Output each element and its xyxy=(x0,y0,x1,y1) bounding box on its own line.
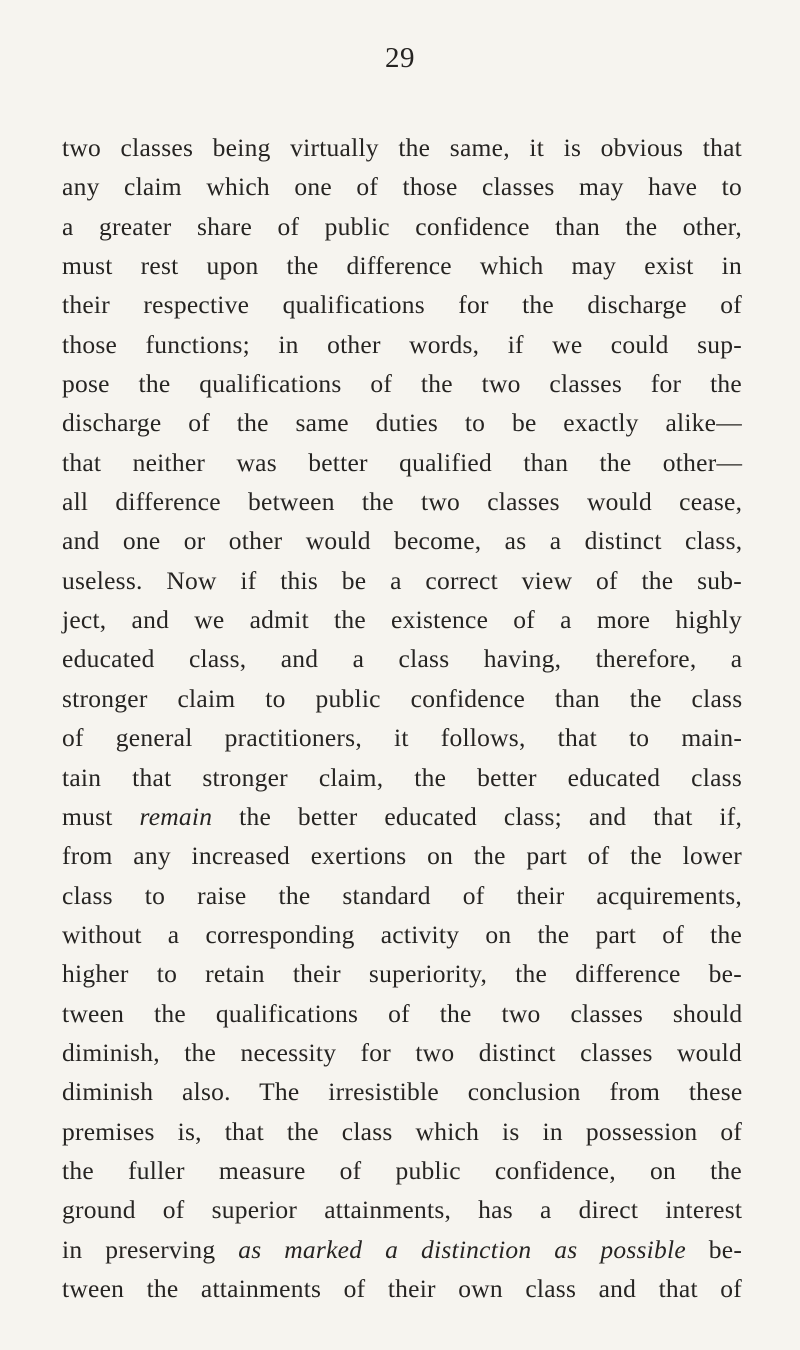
text-segment: discharge of the same duties to be exactly alike— xyxy=(62,408,742,438)
text-segment: stronger claim to public confidence than the class xyxy=(62,683,743,713)
text-segment: two classes being virtually the same, it is obvious that xyxy=(62,133,742,162)
text-line xyxy=(62,1112,742,1151)
text-line xyxy=(62,246,742,285)
text-line xyxy=(62,1033,742,1072)
text-segment: premises is, that the class which is in possession of xyxy=(62,1116,743,1146)
text-line xyxy=(62,718,742,757)
text-line xyxy=(62,1230,742,1269)
text-segment: diminish also. The irresistible conclusion from these xyxy=(62,1077,743,1107)
body-text xyxy=(62,128,742,1308)
text-line xyxy=(62,207,742,246)
text-segment: be- xyxy=(685,1234,743,1264)
text-line xyxy=(62,521,742,560)
text-segment: those functions; in other words, if we could sup- xyxy=(62,329,742,359)
text-segment: educated class, and a class having, therefore, a xyxy=(62,644,743,674)
text-segment: must rest upon the difference which may exist in xyxy=(62,251,742,281)
text-line xyxy=(62,915,742,954)
text-segment: of general practitioners, it follows, that to main- xyxy=(62,723,743,753)
text-segment: the fuller measure of public confidence, on the xyxy=(62,1155,742,1185)
text-segment: class to raise the standard of their acquirements, xyxy=(62,880,742,910)
italic-text: as marked a distinction as possible xyxy=(238,1234,686,1264)
text-line xyxy=(62,1151,742,1190)
text-line xyxy=(62,443,742,482)
text-line xyxy=(62,561,742,600)
text-segment: any claim which one of those classes may have to xyxy=(62,172,742,202)
text-line xyxy=(62,836,742,875)
text-line xyxy=(62,285,742,324)
text-segment: pose the qualifications of the two classes for the xyxy=(62,369,742,399)
text-line xyxy=(62,994,742,1033)
text-segment: their respective qualifications for the discharge of xyxy=(62,290,742,320)
page-number: 29 xyxy=(385,42,415,74)
text-line xyxy=(62,679,742,718)
text-segment: tween the attainments of their own class and that of xyxy=(62,1273,742,1303)
text-segment: from any increased exertions on the part of the lower xyxy=(62,841,742,871)
text-segment: and one or other would become, as a distinct class, xyxy=(62,526,743,556)
text-line xyxy=(62,954,742,993)
text-segment: diminish, the necessity for two distinct classes would xyxy=(62,1037,743,1067)
text-line xyxy=(62,482,742,521)
text-segment: must xyxy=(62,801,140,831)
text-segment: that neither was better qualified than the other— xyxy=(62,447,743,477)
text-line xyxy=(62,797,742,836)
text-segment: tween the qualifications of the two classes should xyxy=(62,998,743,1028)
text-line xyxy=(62,1269,742,1308)
text-line xyxy=(62,128,742,167)
text-line xyxy=(62,876,742,915)
text-segment: ject, and we admit the existence of a more highly xyxy=(62,605,742,635)
text-segment: in preserving xyxy=(62,1234,239,1264)
text-segment: tain that stronger claim, the better educated class xyxy=(62,762,742,792)
text-segment: higher to retain their superiority, the difference be- xyxy=(62,959,742,989)
text-line xyxy=(62,600,742,639)
text-line xyxy=(62,403,742,442)
text-line xyxy=(62,1190,742,1229)
text-segment: without a corresponding activity on the part of the xyxy=(62,919,743,949)
text-line xyxy=(62,1072,742,1111)
text-line xyxy=(62,167,742,206)
text-segment: all difference between the two classes would cease, xyxy=(62,487,743,517)
text-segment: ground of superior attainments, has a direct interest xyxy=(62,1195,743,1225)
text-line xyxy=(62,325,742,364)
text-segment: useless. Now if this be a correct view of the sub- xyxy=(62,565,742,595)
text-line xyxy=(62,364,742,403)
italic-text: remain xyxy=(139,801,213,831)
text-line xyxy=(62,639,742,678)
text-segment: a greater share of public confidence than the other, xyxy=(62,211,742,241)
text-segment: the better educated class; and that if, xyxy=(212,801,743,831)
text-line xyxy=(62,758,742,797)
